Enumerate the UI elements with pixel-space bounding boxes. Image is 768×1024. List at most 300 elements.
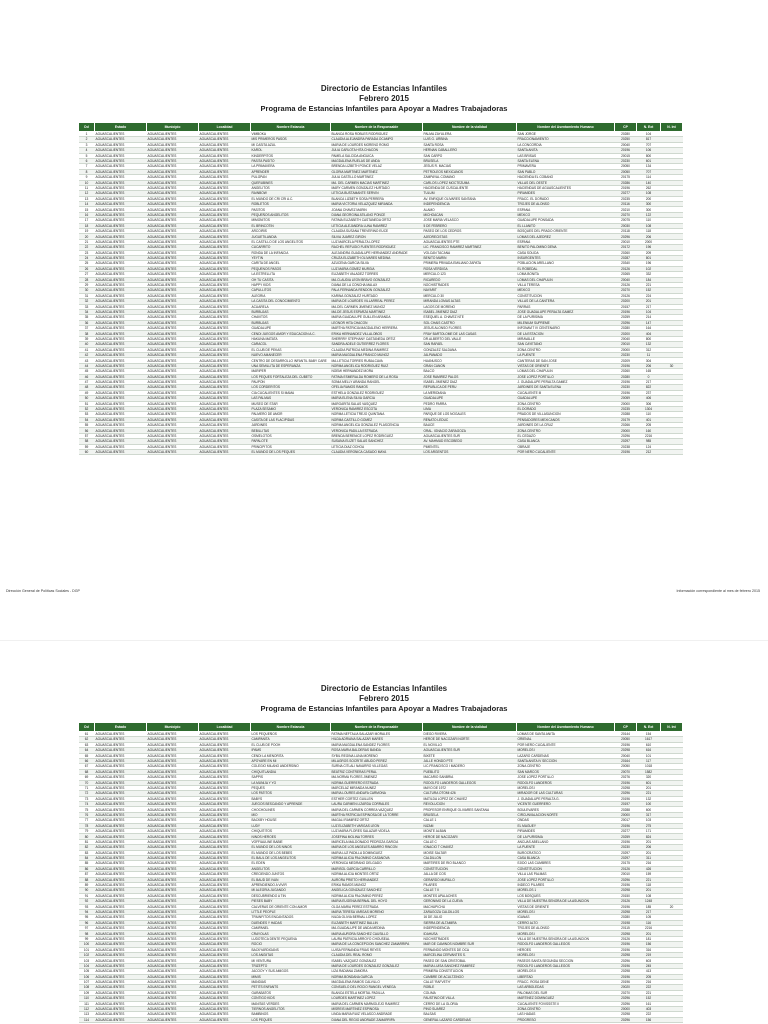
table-cell: 33 (79, 304, 95, 309)
table-cell: 20230 (615, 845, 637, 850)
table-cell: AGUASCALIENTES (95, 958, 147, 963)
table-cell: AGUASCALIENTES (95, 229, 147, 234)
table-cell: 601 (637, 158, 661, 163)
table-cell: 209 (637, 250, 661, 255)
table-cell: MONTES APALACHES (423, 893, 517, 898)
table-cell: 20197 (615, 802, 637, 807)
table-cell: CONSTITUCION (423, 866, 517, 871)
table-cell: AGUASCALIENTES (95, 196, 147, 201)
table-cell: ERIKA RAMOS MUNOZ (331, 882, 423, 887)
table-cell: LOS CORDERITOS (251, 385, 331, 390)
table-cell: 20340 (615, 261, 637, 266)
table-cell: AGUASCALIENTES (199, 148, 251, 153)
table-cell: AGUASCALIENTES (95, 936, 147, 941)
table-cell: MARIA DEL CARMEN CORREA VAZQUEZ (331, 807, 423, 812)
table-cell: AGUASCALIENTES (95, 893, 147, 898)
table-cell: AGUASCALIENTES (199, 958, 251, 963)
table-cell: AGUASCALIENTES (95, 829, 147, 834)
table-cell: LUIS G. URBINA (423, 137, 517, 142)
table-cell: MAGDALENA RUELAS DE ANDA (331, 158, 423, 163)
table-cell: 1582 (637, 769, 661, 774)
table-cell: AGUASCALIENTES (147, 229, 199, 234)
table-cell: CUCARRITO (251, 245, 331, 250)
table-cell: AGUASCALIENTES (147, 282, 199, 287)
table-cell: AGUASCALIENTES (95, 336, 147, 341)
table-cell: AGUASCALIENTES (199, 342, 251, 347)
table-cell: MIO (251, 812, 331, 817)
table-cell: 217 (637, 909, 661, 914)
table-cell: AGUASCALIENTES (95, 785, 147, 790)
table-cell: 221 (637, 877, 661, 882)
column-header: Cvl (79, 723, 95, 732)
table-cell: 221 (637, 791, 661, 796)
table-cell: DIANA DE LA CONCHA MALAX (331, 282, 423, 287)
table-cell: AGUASCALIENTES (199, 158, 251, 163)
table-cell: 28 (79, 277, 95, 282)
table-cell: AV. MAHMUD ESCOBEDO (423, 439, 517, 444)
table-cell: MANDIAS (251, 979, 331, 984)
table-cell: LA CASITA DEL CONOCIMIENTO (251, 299, 331, 304)
table-cell: AGUASCALIENTES (95, 845, 147, 850)
table-cell: ZONA CENTRO (517, 347, 615, 352)
table-cell: CONSTITUCION (517, 866, 615, 871)
table-cell: ANCUAS ABELLANO (517, 839, 615, 844)
table-cell: CLAUDIA ALEJANDRA PARADA OCAMPO (331, 137, 423, 142)
table-cell: CENDI JUEGOS AMOR Y EDUCACION A.C. (251, 331, 331, 336)
table-cell: 161 (637, 1001, 661, 1006)
table-cell: 79 (79, 829, 95, 834)
table-cell: 106 (637, 148, 661, 153)
table-cell: MICHOACAN (423, 212, 517, 217)
table-cell: CUCALIENTE FOVISSSTE II (517, 1001, 615, 1006)
table-cell: AGUASCALIENTES (199, 866, 251, 871)
table-cell: BURBUJAS (251, 320, 331, 325)
table-cell: 2216 (637, 926, 661, 931)
table-cell: AGUASCALIENTES (95, 412, 147, 417)
table-cell: AGUASCALIENTES (199, 834, 251, 839)
table-cell: CUMBRE DE ACULTZINGO (423, 974, 517, 979)
table-cell: 20115 (615, 926, 637, 931)
table-cell: SAPPIS (251, 775, 331, 780)
table-cell: AGUASCALIENTES (95, 439, 147, 444)
table-cell: AGUASCALIENTES (147, 153, 199, 158)
table-cell: TULUM (423, 191, 517, 196)
table-cell: CERRO DE LA GLORIA (423, 1001, 517, 1006)
table-cell: AGUASCALIENTES (147, 320, 199, 325)
table-cell: CARLOS LOPEZ MOCTEZUMA (423, 180, 517, 185)
table-cell: AGUASCALIENTES (147, 947, 199, 952)
table-cell: SANTA ELENA (517, 158, 615, 163)
table-cell: 20296 (615, 1017, 637, 1022)
table-cell: AGUASCALIENTES (95, 969, 147, 974)
table-cell: AGUASCALIENTES (147, 990, 199, 995)
table-cell: CALLE 1 (423, 818, 517, 823)
table-cell: 20196 (615, 904, 637, 909)
table-row (79, 450, 683, 455)
table-cell: AGUASCALIENTES (95, 180, 147, 185)
table-cell: BACKYARDIGANS (251, 947, 331, 952)
table-cell: MAGALI RAMIREZ ORTIZ (331, 818, 423, 823)
table-cell: GENERAL LAZARO CARDENAS (423, 1017, 517, 1022)
table-cell: 184 (637, 277, 661, 282)
table-cell: 20126 (615, 866, 637, 871)
table-cell: NORMA ALICIA PALOMINO PEREZ (331, 893, 423, 898)
table-cell: AGUASCALIENTES (199, 336, 251, 341)
table-cell: AGUASCALIENTES (147, 996, 199, 1001)
table-cell: AGUASCALIENTES (147, 1017, 199, 1022)
column-header: CP (615, 723, 637, 732)
table-cell: AGUASCALIENTES (199, 142, 251, 147)
table-cell: EL ROBEDAL (517, 266, 615, 271)
table-cell: 114 (637, 175, 661, 180)
table-cell: 20196 (615, 823, 637, 828)
table-cell: AGUASCALIENTES (199, 212, 251, 217)
table-cell: 20196 (615, 974, 637, 979)
table-cell: AGUASCALIENTES (199, 936, 251, 941)
table-cell: SAN CAYETANO (517, 342, 615, 347)
table-cell: MI VENTURA (251, 958, 331, 963)
table-cell: 824 (637, 834, 661, 839)
table-cell: 20297 (615, 855, 637, 860)
table-cell: MONTE ALBAN (423, 829, 517, 834)
table-cell: AGUASCALIENTES (95, 266, 147, 271)
table-cell: AGUASCALIENTES (95, 299, 147, 304)
table-cell: MOISE SALTAR (423, 850, 517, 855)
table-cell: AGUASCALIENTES (147, 304, 199, 309)
table-cell: 216 (637, 861, 661, 866)
table-cell: VICENTE GUERRERO (517, 802, 615, 807)
table-cell: AGUASCALIENTES (147, 396, 199, 401)
table-cell: 108 (637, 191, 661, 196)
table-cell: 201 (637, 839, 661, 844)
table-cell: AGUASCALIENTES (147, 872, 199, 877)
table-cell: 20196 (615, 379, 637, 384)
table-cell: MARIPER (251, 369, 331, 374)
table-cell: 50 (79, 396, 95, 401)
table-cell: 113 (79, 1012, 95, 1017)
table-cell: HEROES (517, 947, 615, 952)
table-cell: MARIA MAGDALENA FRANCO MUNOZ (331, 353, 423, 358)
table-cell: 20270 (615, 212, 637, 217)
table-cell: 48 (79, 385, 95, 390)
table-cell: 73 (79, 796, 95, 801)
table-cell: 20259 (615, 315, 637, 320)
table-cell: 69 (79, 775, 95, 780)
table-cell: AGUASCALIENTES (199, 309, 251, 314)
table-cell: LA CONCORDIA (517, 142, 615, 147)
table-cell: AGUASCALIENTES (199, 358, 251, 363)
table-cell: LEONOR HITA CHACON (331, 320, 423, 325)
table-cell: NOCHISTRADES (423, 936, 517, 941)
table-cell: AGUASCALIENTES (199, 433, 251, 438)
table-cell: BLANCA ESTELA MORTAL PADILLA (331, 990, 423, 995)
table-cell: 20040 (615, 142, 637, 147)
table-cell: INFONAVIT IV CENTENARIO (517, 326, 615, 331)
table-cell: LUZ MARCELA PERALTA LOPEZ (331, 239, 423, 244)
table-cell: AGUASCALIENTES (199, 753, 251, 758)
table-cell: CRECIENDO JUNTOS (251, 872, 331, 877)
table-cell: AGUASCALIENTES (95, 748, 147, 753)
table-cell: AGUASCALIENTES (199, 223, 251, 228)
table-cell: AGUASCALIENTES (95, 255, 147, 260)
table-cell: HUANUSCO (423, 358, 517, 363)
table-cell: SILVIA JUAREZ GIRON (331, 234, 423, 239)
column-header: Nombre de la Responsable (331, 723, 423, 732)
table-cell: PEQUES (251, 785, 331, 790)
table-cell: AGUASCALIENTES (199, 872, 251, 877)
table-cell: AGUASCALIENTES PTE (423, 239, 517, 244)
table-cell: 99 (79, 936, 95, 941)
table-cell: 40 (79, 342, 95, 347)
table-cell: AGUASCALIENTES (199, 169, 251, 174)
table-cell: AGUASCALIENTES (147, 358, 199, 363)
table-cell: DUENDES Y HADAS (251, 920, 331, 925)
table-cell: CLAUDIA SUSANA TREVERINO EUCE (331, 229, 423, 234)
table-cell: 64 (79, 748, 95, 753)
table-cell: HAKUNA MATATA (251, 336, 331, 341)
table-cell: 75 (79, 807, 95, 812)
table-cell: BOSQUES DEL PRADO ORIENTE (517, 229, 615, 234)
table-cell: AGUASCALIENTES (147, 245, 199, 250)
table-cell: AGUASCALIENTES (95, 818, 147, 823)
table-cell: AGUASCALIENTES (95, 379, 147, 384)
table-cell: AGUASCALIENTES (147, 439, 199, 444)
table-cell: AGUASCALIENTES (147, 737, 199, 742)
table-cell: AGUASCALIENTES (147, 202, 199, 207)
table-cell: MI ALEGRIA JUGANDO (251, 888, 331, 893)
table-cell: AGUASCALIENTES (199, 909, 251, 914)
table-cell: AGUASCALIENTES (95, 742, 147, 747)
table-cell: PROGRESO (517, 1017, 615, 1022)
table-cell: AGUASCALIENTES (199, 775, 251, 780)
table-cell: CASITA DE LAS FLACIPIDAS (251, 417, 331, 422)
table-cell: EL MUNDO DE LOS PEQUES (251, 450, 331, 455)
table-cell: SANDRA ADELE GUTIERREZ FLORES (331, 342, 423, 347)
table-cell: 16 DE JULIO (423, 915, 517, 920)
table-cell: 103 (79, 958, 95, 963)
document-page-2 (0, 640, 768, 1024)
table-cell: 312 (637, 347, 661, 352)
table-cell: AGUASCALIENTES (147, 780, 199, 785)
table-cell: 1 (79, 132, 95, 137)
table-cell: AGUASCALIENTES (147, 818, 199, 823)
table-cell: AGUASCALIENTES (95, 780, 147, 785)
table-cell: LAS ARBOLEDAS (517, 985, 615, 990)
table-cell: AGUASCALIENTES (199, 353, 251, 358)
table-cell: 110 (637, 218, 661, 223)
table-cell: LAS PALMAS (251, 396, 331, 401)
table-cell: ACUARELA (251, 304, 331, 309)
table-cell: 20196 (615, 309, 637, 314)
table-cell: AGUASCALIENTES (147, 353, 199, 358)
table-cell: 20296 (615, 877, 637, 882)
table-cell: 20209 (615, 358, 637, 363)
table-cell: AGUASCALIENTES (147, 239, 199, 244)
table-cell: ROSA VERDIGA (423, 266, 517, 271)
table-cell: AGUASCALIENTES (147, 331, 199, 336)
table-cell: 20235 (615, 406, 637, 411)
table-cell: AGUASCALIENTES (147, 732, 199, 737)
table-cell: 20280 (615, 132, 637, 137)
table-cell: JACOOY Y SUS AMIGOS (251, 969, 331, 974)
table-cell: MARY CARMEN GONZALEZ HURTADO (331, 185, 423, 190)
table-cell: 20040 (615, 277, 637, 282)
table-cell: BENITO PALOMINO DENA (517, 245, 615, 250)
table-cell: 26 (79, 266, 95, 271)
table-cell: MARIA GUADALUPE GUILLEN ARANDA (331, 315, 423, 320)
table-cell: MARIA LOURES ANDAFA CARMONA (331, 791, 423, 796)
table-cell: CRAYOLAS (251, 931, 331, 936)
table-cell: 112 (79, 1006, 95, 1011)
table-cell: AGUASCALIENTES (199, 818, 251, 823)
table-cell: GUADALUPE (517, 396, 615, 401)
table-cell: 20172 (615, 245, 637, 250)
table-cell: 20200 (615, 331, 637, 336)
table-cell: AGUASCALIENTES (95, 947, 147, 952)
table-cell: 20164 (615, 758, 637, 763)
table-cell: 306 (637, 401, 661, 406)
table-cell: 45 (79, 369, 95, 374)
column-header: Estado (95, 123, 147, 132)
table-cell: FRACCIONAMIENTO (517, 137, 615, 142)
table-cell: 104 (637, 132, 661, 137)
table-cell: CLAUDIA PATRICIA MEDINA RAMIREZ (331, 347, 423, 352)
table-cell: AGUASCALIENTES (199, 791, 251, 796)
table-cell: MARTINEZ DOMINGUEZ (517, 996, 615, 1001)
table-cell: 20276 (615, 775, 637, 780)
table-cell: SAN CARPO (423, 153, 517, 158)
table-cell: AGUASCALIENTES (199, 261, 251, 266)
table-cell: 20298 (615, 888, 637, 893)
table-cell: 20050 (615, 164, 637, 169)
table-cell: AGUASCALIENTES (199, 207, 251, 212)
table-cell: 206 (637, 845, 661, 850)
table-cell: MACARIO SANBRIA (423, 775, 517, 780)
table-cell: OSMELOTOS (251, 433, 331, 438)
table-cell: AGUASCALIENTES (147, 137, 199, 142)
table-cell: MA.DEL CARMEN JIMENEZ MUNOZ (331, 304, 423, 309)
table-cell: AGUASCALIENTES (147, 850, 199, 855)
table-cell: INDEPENDENCIA (423, 926, 517, 931)
table-cell: AGUASCALIENTES (199, 245, 251, 250)
table-cell: 20259 (615, 834, 637, 839)
table-cell: AGUASCALIENTES (199, 423, 251, 428)
table-cell: 102 (79, 953, 95, 958)
table-cell: LOMAS DEL AJEDREZ (517, 234, 615, 239)
table-cell: 104 (79, 963, 95, 968)
table-cell: BENITO MARIN (423, 255, 517, 260)
table-cell: 101 (637, 753, 661, 758)
table-cell: 707 (637, 169, 661, 174)
table-cell: JOSE RAMIREZ PALOS (423, 374, 517, 379)
table-cell: 107 (79, 979, 95, 984)
table-cell: ANGELITOS (251, 185, 331, 190)
table-cell: 20196 (615, 882, 637, 887)
table-cell: LOS ANGIITAS (251, 953, 331, 958)
column-header: Nombre Estancia (251, 123, 331, 132)
table-cell: 603 (637, 958, 661, 963)
table-cell: AGUASCALIENTES SUR (423, 433, 517, 438)
table-cell: GONZALEZ SALDANA (423, 347, 517, 352)
table-cell: AGUASCALIENTES (147, 406, 199, 411)
table-cell: AGUASCALIENTES (199, 1017, 251, 1022)
table-cell: AGUASCALIENTES (147, 385, 199, 390)
table-cell: FATIMA ESMERALDA ROMERO DE LA ROSA (331, 374, 423, 379)
table-cell: MARISOL GARCIA CARRILLO (331, 866, 423, 871)
table-cell: AGUASCALIENTES (199, 196, 251, 201)
table-cell: ROSA MARIA BALDERAS BANDA (331, 748, 423, 753)
table-cell: OBRAJE (517, 444, 615, 449)
table-cell: CASA BLANCA (517, 439, 615, 444)
table-cell: AGUASCALIENTES (95, 369, 147, 374)
table-cell: AGUASCALIENTES (147, 812, 199, 817)
table-cell: SOL CHAIS CASTRO (423, 320, 517, 325)
table-cell: 20196 (615, 780, 637, 785)
table-cell: OH TU CASITA (251, 277, 331, 282)
table-cell: 20296 (615, 433, 637, 438)
table-cell: PARQUE DE LOS NOGALES (423, 412, 517, 417)
table-cell: BLANCA ROSA ROBLES RODRIGUEZ (331, 132, 423, 137)
table-cell: 9 (79, 175, 95, 180)
table-cell: PIRAMIDES (517, 191, 615, 196)
table-cell: 320 (637, 775, 661, 780)
table-cell: 160 (637, 428, 661, 433)
table-cell: AGUASCALIENTES (147, 742, 199, 747)
table-cell: AGUASCALIENTES (147, 861, 199, 866)
table-cell: AGUASCALIENTES (199, 363, 251, 368)
table-cell: VIMBOKA (251, 132, 331, 137)
table-cell: 20059 (615, 396, 637, 401)
table-cell: 20126 (615, 936, 637, 941)
table-cell: AGUASCALIENTES (147, 363, 199, 368)
table-cell: AGUASCALIENTES (95, 732, 147, 737)
table-cell: AGUASCALIENTES (95, 132, 147, 137)
table-cell: JALLA DE COS (423, 872, 517, 877)
table-cell: 20196 (615, 363, 637, 368)
table-cell: NORMA GUERRERO ESTRADA (331, 780, 423, 785)
table-cell: ZAMPAYAL COMANO (423, 175, 517, 180)
table-cell: AGUASCALIENTES (95, 920, 147, 925)
table-cell: 101 (79, 947, 95, 952)
table-cell: 31 (79, 293, 95, 298)
table-cell: FRACC. ROSA DENE (517, 979, 615, 984)
table-cell: AGUASCALIENTES (95, 985, 147, 990)
table-cell: 20 (79, 234, 95, 239)
column-header: Nombre Estancia (251, 723, 331, 732)
table-cell: MAR DE CAMINOS NOMBRE SUR (423, 942, 517, 947)
table-cell: AGUASCALIENTES (147, 423, 199, 428)
table-cell: 217 (637, 379, 661, 384)
table-cell: AGUASCALIENTES (147, 315, 199, 320)
table-cell: 0 (637, 374, 661, 379)
table-cell: 56 (79, 428, 95, 433)
table-cell: 152 (637, 996, 661, 1001)
table-cell: 57 (79, 433, 95, 438)
table-cell: AGUASCALIENTES (95, 791, 147, 796)
table-cell: AGUASCALIENTES (147, 444, 199, 449)
table-cell: 52 (79, 406, 95, 411)
table-cell: 90 (79, 888, 95, 893)
table-cell: INDEPENDENCIA (423, 202, 517, 207)
table-cell: JOSE GUADALUPE PERALTA GAMEZ (517, 309, 615, 314)
table-cell: AGUASCALIENTES (147, 904, 199, 909)
table-cell: AGUASCALIENTES (95, 915, 147, 920)
table-cell: 20157 (615, 304, 637, 309)
table-cell: PASITOS (251, 207, 331, 212)
table-cell: 403 (637, 1006, 661, 1011)
table-cell: 221 (637, 282, 661, 287)
table-cell: 404 (637, 331, 661, 336)
